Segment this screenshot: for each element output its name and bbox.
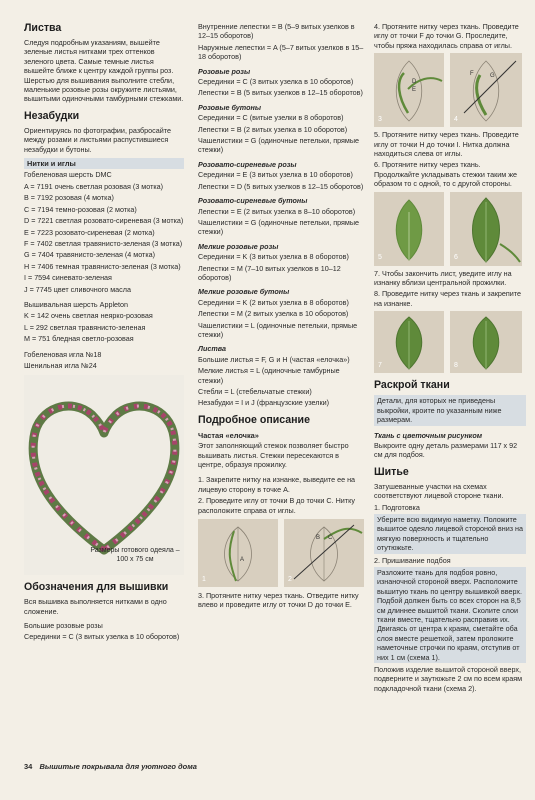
step-1: 1. Закрепите нитку на изнанке, выведите ее на лицевую сторону в точке А.: [198, 475, 356, 494]
legend-line: Серединки = С (3 витых узелка в 10 оборотов): [198, 77, 354, 87]
legend-line: Мелкие листья = L (одиночные тамбурные стежки): [198, 366, 340, 385]
legend-line: Чашелистики = G (одиночные петельки, прямые стежки): [198, 136, 360, 155]
legend-group-small-roses: [198, 242, 364, 283]
cutting-text: Детали, для которых не приведены выкройки, кроите по указанным ниже размерам.: [374, 395, 526, 425]
heart-wreath-photo: [24, 375, 184, 575]
thread-item: E = 7223 розовато-сиреневая (2 мотка): [24, 227, 155, 237]
photos-row-3-4: [374, 53, 526, 127]
photo-label: 4: [454, 115, 458, 123]
thread-item: H = 7406 темная травянисто-зеленая (3 мотка): [24, 261, 181, 271]
step-6: 6. Протяните нитку через ткань. Продолжайте укладывать стежки таким же образом то с одной, то с другой стороны.: [374, 160, 518, 189]
thread-item: A = 7191 очень светлая розовая (3 мотка): [24, 181, 164, 191]
photo-label: 8: [454, 361, 458, 369]
diagram-letter: E: [412, 87, 417, 94]
diagram-letter: B: [316, 535, 321, 542]
thread-item: B = 7192 розовая (4 мотка): [24, 193, 114, 203]
diagram-letter: A: [240, 557, 245, 564]
step-7: 7. Чтобы закончить лист, уведите иглу на изнанку вблизи центральной прожилки.: [374, 268, 512, 288]
leaf-diagram: [284, 519, 364, 587]
photo-label: 6: [454, 254, 458, 262]
needle-chenille: Шенильная игла №24: [24, 360, 97, 370]
legend-line: Серединки = K (3 витых узелка в 8 оборотов): [198, 252, 349, 262]
step-photo: [284, 519, 364, 587]
step-photo: [450, 311, 522, 373]
photos-row-5-6: [374, 192, 526, 266]
legend-line: Внутренние лепестки = B (5–9 витых узелков в 12–15 оборотов): [198, 22, 355, 41]
leaf-diagram: [198, 519, 278, 587]
sew-intro: Затушеванные участки на схемах соответствуют лицевой стороне ткани.: [374, 481, 504, 501]
heading-sewing: Шитье: [374, 465, 409, 478]
page-number: 34: [24, 762, 33, 771]
legend-line: Чашелистики = G (одиночные петельки, прямые стежки): [198, 217, 360, 237]
legend-group-lilac-buds: [198, 196, 364, 237]
sew-step-1-text: Уберите всю видимую наметку. Положите вышитое одеяло лицевой стороной вниз на мягкую поверхность и тщательно отутюжьте.: [374, 514, 526, 554]
diagram-letter: D: [412, 79, 417, 86]
detail-subtitle: Частая «елочка»: [198, 430, 259, 440]
fabric-title: Ткань с цветочным рисунком: [374, 430, 483, 440]
step-photo: [374, 192, 444, 266]
photos-row-7-8: [374, 311, 526, 373]
legend-line: Серединки = С (витые узелки в 8 оборотов): [198, 113, 344, 123]
sew-step-1: 1. Подготовка: [374, 502, 420, 512]
step-4: 4. Протяните нитку через ткань. Проведите иглу от точки F до точки G. Проследите, чтобы пряжа находилась справа от иглы.: [374, 22, 519, 50]
threads-list: [24, 182, 184, 294]
legend-line: Незабудки = I и J (французские узелки): [198, 398, 330, 408]
legend-text: Вся вышивка выполняется нитками в одно сложение.: [24, 597, 167, 616]
appleton-item: M = 751 бледная светло-розовая: [24, 334, 134, 344]
step-photo: [450, 53, 522, 127]
step-photo: [374, 311, 444, 373]
legend-line: Наружные лепестки = A (5–7 витых узелков в 15–18 оборотов): [198, 42, 364, 62]
heading-legend: Обозначения для вышивки: [24, 581, 169, 594]
step-photo: [198, 519, 278, 587]
threads-heading: Нитки и иглы: [24, 158, 184, 169]
leaf-diagram: [374, 311, 444, 373]
heart-wreath-image: [24, 375, 184, 575]
thread-item: F = 7402 светлая травянисто-зеленая (3 мотка): [24, 238, 183, 248]
photo-label: 7: [378, 361, 382, 369]
photo-label: 2: [288, 575, 292, 583]
group-title: Розовые бутоны: [198, 102, 261, 112]
heading-detail: Подробное описание: [198, 413, 310, 426]
photo-label: 1: [202, 575, 206, 583]
heading-leaves: Листва: [24, 22, 62, 34]
diagram-letter: C: [328, 535, 333, 542]
thread-item: I = 7594 синевато-зеленая: [24, 273, 112, 283]
photo-label: 3: [378, 115, 382, 123]
legend-line: Лепестки = M (2 витых узелка в 10 оборотов): [198, 309, 349, 319]
leaf-diagram: [374, 53, 444, 127]
thread-item: J = 7745 цвет сливочного масла: [24, 284, 131, 294]
legend-line: Большие листья = F, G и H (частая «елочка»): [198, 354, 350, 364]
leaves-text: Следуя подробным указаниям, вышейте зеленые листья нитками трех оттенков зеленого цвета. Самые темные листья вышейте ближе к центру каждой группы роз. Шерстью для вышивания выполните стебли, маленькие розовые розы окружите листьями, вышитыми одиночными тамбурными стежками.: [24, 38, 184, 104]
leaf-diagram: [450, 53, 522, 127]
big-roses-center: Серединки = С (3 витых узелка в 10 оборотов): [24, 631, 180, 641]
legend-line: Стебли = L (стебельчатые стежки): [198, 387, 312, 396]
threads-dmc: Гобеленовая шерсть DMC: [24, 170, 112, 180]
sew-step-2-text2: Положив изделие вышитой стороной вверх, подверните и заутюжьте 2 см по всем краям подкладочной ткани (схема 2).: [374, 665, 523, 693]
photos-row-1-2: [198, 519, 364, 587]
step-5: 5. Протяните нитку через ткань. Проведите иглу от точки H до точки I. Нитка должна находиться слева от иглы.: [374, 130, 519, 159]
step-8: 8. Проведите нитку через ткань и закрепите на изнанке.: [374, 289, 521, 308]
thread-item: C = 7194 темно-розовая (2 мотка): [24, 204, 137, 214]
sew-step-2-text: Разложите ткань для подбоя ровно, изнаночной стороной вверх. Расположите вышитую ткань по центру вышивкой вверх. Подбой должен быть со всех сторон на 8,5 см длиннее вышитой ткани. Сколите слои ткани вместе, тщательно расправив их. Двигаясь от центра к краям, сметайте оба слоя вместе решеткой, затем проложите наметочные строчки по краям, отступив от них 1 см (схема 1).: [374, 567, 526, 663]
step-3: 3. Протяните нитку через ткань. Отведите нитку влево и проведите иглу от точки D до точки Е.: [198, 591, 359, 610]
legend-line: Чашелистики = L (одиночные петельки, прямые стежки): [198, 320, 358, 339]
needle-tapestry: Гобеленовая игла №18: [24, 349, 102, 359]
photo-label: 5: [378, 254, 382, 262]
forget-text: Ориентируясь по фотографии, разбросайте между розами и листьями распустившиеся незабудки и бутоны.: [24, 125, 171, 154]
group-title: Розовые розы: [198, 66, 251, 76]
big-roses-title: Большие розовые розы: [24, 621, 103, 631]
legend-group-foliage: [198, 344, 364, 407]
step-photo: [374, 53, 444, 127]
size-caption: Размеры готового одеяла – 100 х 75 см: [90, 547, 180, 563]
appleton-item: K = 142 очень светлая неярко-розовая: [24, 311, 153, 321]
appleton-item: L = 292 светлая травянисто-зеленая: [24, 322, 146, 332]
legend-group-lilac-roses: [198, 160, 364, 191]
leaf-diagram: [450, 192, 522, 266]
group-title: Мелкие розовые розы: [198, 241, 279, 251]
thread-item: G = 7404 травянисто-зеленая (4 мотка): [24, 250, 156, 260]
legend-line: Лепестки = D (5 витых узелков в 12–15 оборотов): [198, 181, 364, 191]
legend-group-small-buds: [198, 287, 364, 339]
detail-text: Этот заполняющий стежок позволяет быстро вышивать листья. Стежки пересекаются в центре, образуя прожилку.: [198, 441, 349, 470]
diagram-letter: F: [470, 71, 474, 78]
diagram-letter: G: [490, 73, 495, 80]
fabric-text: Выкроите одну деталь размерами 117 х 92 см для подбоя.: [374, 440, 518, 460]
book-title: Вышитые покрывала для уютного дома: [39, 762, 197, 771]
group-title: Листва: [198, 344, 226, 354]
group-title: Розовато-сиреневые розы: [198, 159, 297, 169]
column-right: [374, 22, 526, 695]
legend-group-pink-buds: [198, 103, 364, 155]
legend-line: Лепестки = M (7–10 витых узелков в 10–12 оборотов): [198, 263, 341, 282]
group-title: Розовато-сиреневые бутоны: [198, 196, 308, 206]
legend-line: Серединки = K (2 витых узелка в 8 оборотов): [198, 297, 349, 307]
group-title: Мелкие розовые бутоны: [198, 287, 290, 297]
page-footer: [24, 762, 197, 771]
column-middle: [198, 22, 364, 612]
leaf-diagram: [450, 311, 522, 373]
heading-forget-me-nots: Незабудки: [24, 109, 80, 122]
legend-line: Серединки = E (3 витых узелка в 10 оборотов): [198, 170, 353, 180]
sew-step-2: 2. Пришивание подбоя: [374, 555, 451, 565]
legend-line: Лепестки = E (2 витых узелка в 8–10 оборотов): [198, 206, 356, 216]
column-left: [24, 22, 184, 643]
appleton-title: Вышивальная шерсть Appleton: [24, 299, 129, 309]
heading-cutting: Раскрой ткани: [374, 379, 450, 392]
step-photo: [450, 192, 522, 266]
legend-line: Лепестки = B (2 витых узелка в 10 оборотов): [198, 124, 348, 134]
legend-line: Лепестки = B (5 витых узелков в 12–15 оборотов): [198, 88, 363, 98]
thread-item: D = 7221 светлая розовато-сиреневая (3 мотка): [24, 216, 184, 226]
leaf-diagram: [374, 192, 444, 266]
legend-group-pink-roses: [198, 67, 364, 98]
step-2: 2. Проведите иглу от точки В до точки С. Нитку расположите справа от иглы.: [198, 496, 355, 515]
